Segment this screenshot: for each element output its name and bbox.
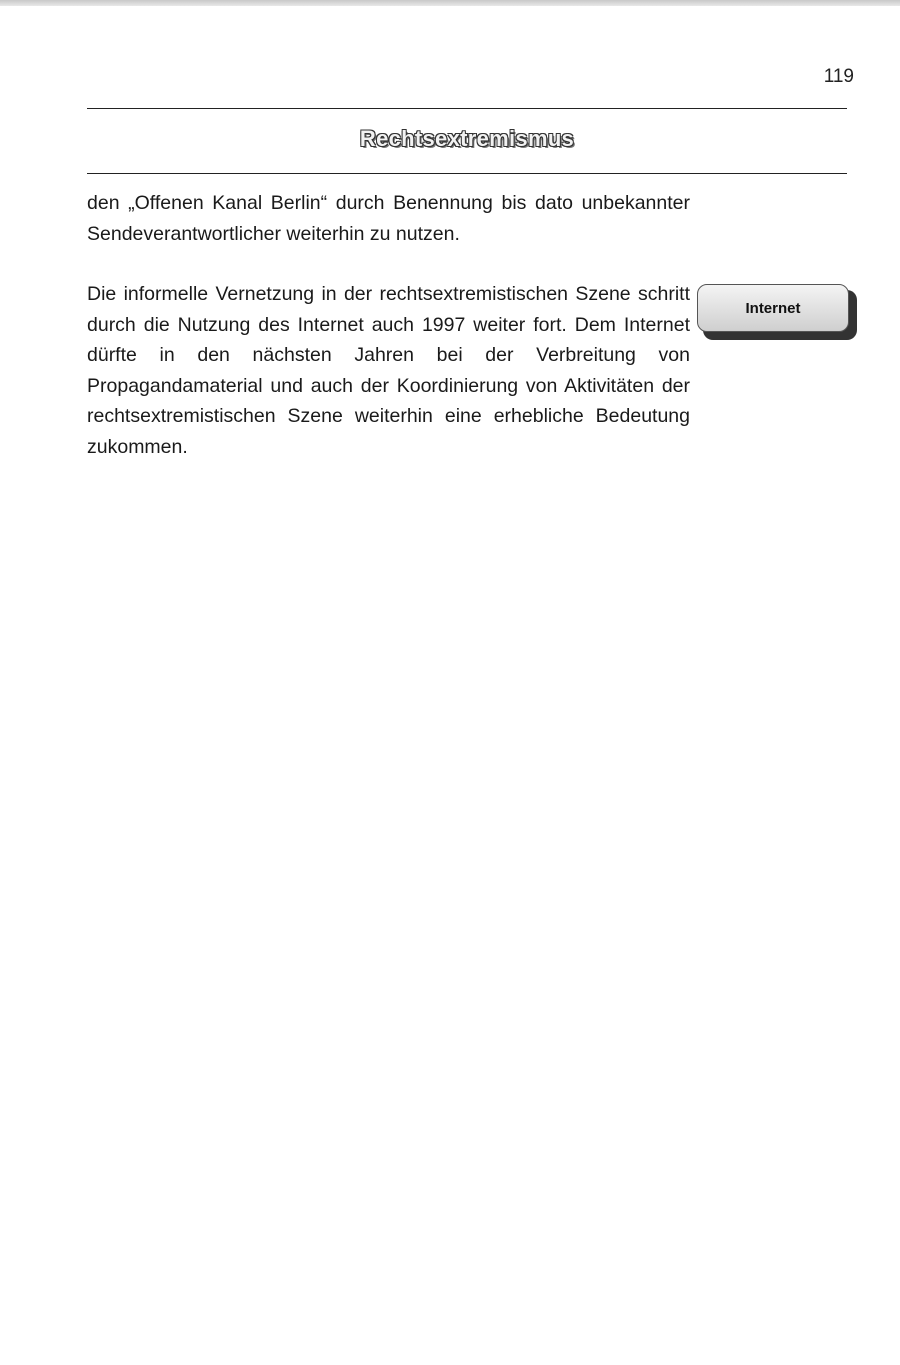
paragraph: den „Offenen Kanal Berlin“ durch Benennung bis dato unbekannter Sendeverantwortlicher weiterhin zu nutzen.	[87, 192, 690, 245]
page-header-title: Rechtsextremismus	[359, 126, 575, 151]
margin-note-label: Internet	[697, 284, 849, 332]
scan-edge	[0, 0, 900, 6]
paragraph: Die informelle Vernetzung in der rechtsextremistischen Szene schritt durch die Nutzung des Internet auch 1997 weiter fort. Dem Internet dürfte in den nächsten Jahren bei der Verbreitung von Propagandamaterial und auch der Koordinierung von Aktivitäten der rechtsextremistischen Szene weiterhin eine erhebliche Bedeutung zukommen.	[87, 283, 690, 458]
margin-note-internet	[697, 284, 857, 340]
page-number: 119	[823, 66, 854, 87]
header-rule-top	[87, 108, 847, 109]
header-rule-bottom	[87, 173, 847, 174]
